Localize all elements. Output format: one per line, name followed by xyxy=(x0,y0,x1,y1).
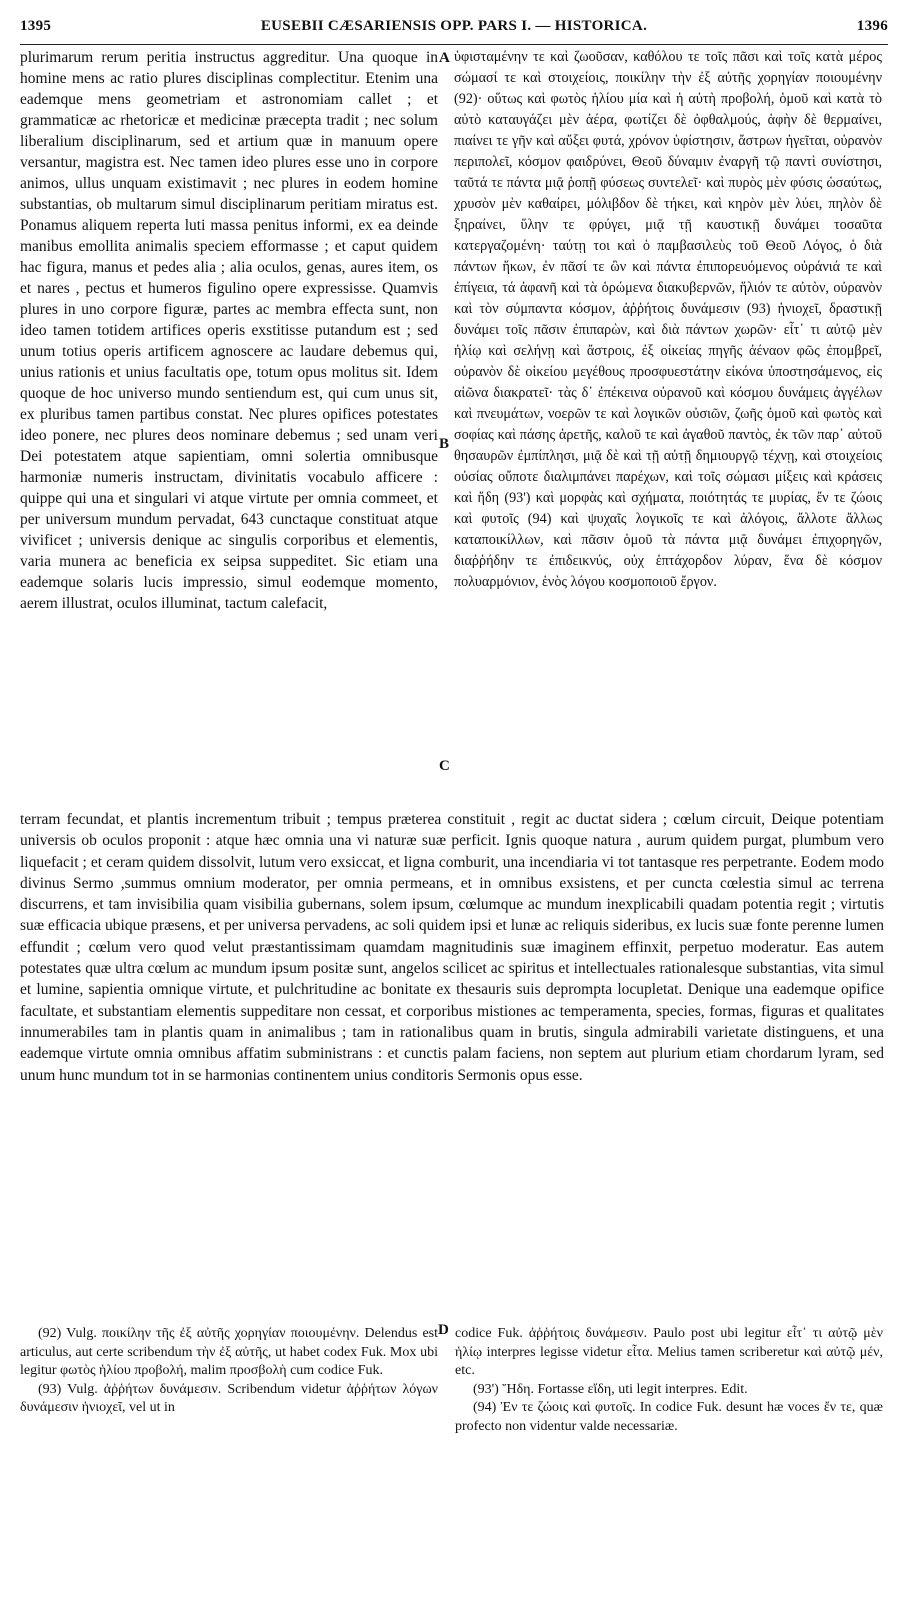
footnote-93: (93) Vulg. ἀῤῥήτων δυνάμεσιν. Scribendum videtur ἀῤῥήτων λόγων δυνάμεσιν ἡνιοχεῖ, vel ut in xyxy=(20,1381,438,1415)
latin-text-top: plurimarum rerum peritia instructus aggreditur. Una quoque in homine mens ac ratio plures disciplinas complectitur. Etenim una eademque mens geometriam et astronomiam callet ; et grammaticæ ac rhetoricæ et medicinæ præcepta tradit ; nec solum liberalium disciplinarum, sed et artium quæ in manuum opere versantur, magistra est. Nec tamen ideo plures esse uno in corpore animos, ullus unquam existimavit ; nec plures in eodem homine substantias, ob multarum simul disciplinarum peritiam miratus est. Ponamus aliquem reperta luti massa penitus informi, ex ea deinde manibus emollita animalis speciem efformasse ; et caput quidem hac figura, manus et pedes alia ; alia oculos, genas, aures item, os et nares , pectus et humeros figulino opere expressisse. Quamvis plures in uno corpore figuræ, partes ac membra effecta sunt, non ideo tamen totidem artifices operis exstitisse putandum est ; sed unum totius operis artificem agnoscere ac laudare debemus qui, unius rationis et unius facultatis ope, totum opus molitus sit. Idem quoque de hoc universo mundo sentiendum est, qui cum unus sit, ex pluribus tamen partibus constat. Nec plures opifices potestates ideo ponere, nec plures deos nominare debemus ; sed unam veri Dei potestatem atque sapientiam, omni solertia omnibusque harmoniæ numeris instructam, divinitatis vocabulo afficere : quippe qui una et singulari vi atque virtute per omnia commeet, et per universum mundum pervadat, 643 cunctaque constituat atque vivificet ; universis denique ac singulis corporibus et elementis, varia munera ac beneficia ex seipsa suppeditet. Sic etiam una eademque solaris lucis impressio, simul eodemque momento, aerem illustrat, oculos illuminat, tactum calefacit, xyxy=(20,49,438,612)
running-title: EUSEBII CÆSARIENSIS OPP. PARS I. — HISTORICA. xyxy=(260,18,648,34)
footnote-93-prime: (93') Ἤδη. Fortasse εἴδη, uti legit interpres. Edit. xyxy=(473,1381,748,1397)
latin-text-bottom: terram fecundat, et plantis incrementum tribuit ; tempus præterea constituit , regit ac ductat sidera ; cœlum circuit, Deique potentiam universis ob oculos proponit : atque hæc omnia una vi naturæ suæ perficit. Ignis quoque natura , aurum quidem purgat, plumbum vero liquefacit ; et ceram quidem dissolvit, lutum vero exsiccat, et ligna comburit, una incendiaria vi tot tantasque res perpetrante. Eodem modo divinus Sermo ,summus omnium moderator, per omnia permeans, et in omnibus exsistens, et per cuncta cœlestia simul ac terrena discurrens, et tam invisibilia quam visibilia gubernans, solem ipsum, cœlumque ac mundum inexplicabili quadam potentia regit ; virtutis suæ efficacia ubique præsens, et per universa pervadens, ac soli quidem ipsi et lunæ ac reliquis sideribus, ex lucis suæ fonte perenne lumen effundit ; cœlum vero quod velut præstantissimam quamdam magnitudinis suæ imaginem effinxit, perpetuo moderatur. Eas autem potestates quæ ultra cœlum ac mundum ipsum positæ sunt, angelos scilicet ac spiritus et intellectuales rationalesque substantias, vita simul et lumine, sapientia omnique virtute, et pulchritudine ac bonitate ex thesauris suis deprompta locupletat. Denique una eademque opifice facultate, et substantiam elementis suppeditare non cessat, et corporibus mistiones ac temperamenta, species, formas, figuras et qualitates innumerabiles tam in plantis quam in animalibus ; tam in rationalibus quam in brutis, singula admirabili varietate distinguens, et una eademque virtute omnia omnibus affatim subministrans : et cunctis palam faciens, non septem aut plurium etiam chordarum lyram, sed unum hunc mundum tot in se harmonias continentem unius conditoris Sermonis opus esse. xyxy=(20,811,884,1084)
page-number-right: 1396 xyxy=(856,18,888,34)
greek-column xyxy=(454,47,882,593)
header-rule xyxy=(20,44,888,45)
margin-marker-d: D xyxy=(438,1322,449,1338)
latin-full-width xyxy=(20,809,884,1086)
page-number-left: 1395 xyxy=(20,18,52,34)
greek-text-top: ὑφισταμένην τε καὶ ζωοῦσαν, καθόλου τε τοῖς πᾶσι καὶ τοῖς κατὰ μέρος σώμασί τε καὶ στοιχείοις, ποικίλην τὴν ἐξ αὐτῆς χορηγίαν ποιουμένην (92)· οὕτως καὶ φωτὸς ἡλίου μία καὶ ἡ αὐτὴ προβολή, ὁμοῦ καὶ κατὰ τὸ αὐτὸ καταυγάζει μὲν ἀέρα, φωτίζει δὲ ὀφθαλμούς, ἁφὴν δὲ θερμαίνει, πιαίνει τε γῆν καὶ αὔξει φυτά, χρόνον ὑφίστησιν, ἄστρων ἡγεῖται, οὐρανὸν περιπολεῖ, κόσμον φαιδρύνει, Θεοῦ δύναμιν ἐναργῆ τῷ παντὶ συνίστησι, ταῦτά τε πάντα μιᾷ ῥοπῇ φύσεως συντελεῖ· καὶ πυρὸς μὲν φύσις ὡσαύτως, χρυσὸν μὲν καθαίρει, μόλιβδον δὲ τήκει, καὶ κηρὸν μὲν λύει, πηλὸν δὲ ξηραίνει, ὕλην τε φρύγει, μιᾷ τῇ καυστικῇ δυνάμει τοσαῦτα κατεργαζομένη· ταύτῃ τοι καὶ ὁ παμβασιλεὺς τοῦ Θεοῦ Λόγος, ὁ διὰ πάντων ἥκων, ἐν πᾶσί τε ὢν καὶ πάντα ἐπιπορευόμενος οὐράνιά τε καὶ ἐπίγεια, τά ἀφανῆ καὶ τὰ ὁρώμενα διακυβερνῶν, ἥλιόν τε αὐτὸν, οὐρανὸν καὶ τὸν σύμπαντα κόσμον, ἀῤῥήτοις δυνάμεσιν (93) ἡνιοχεῖ, δραστικῇ δυνάμει τοῖς πᾶσιν ἐπιπαρὼν, καὶ διὰ πάντων χωρῶν· εἶτ᾽ τι αὐτῷ μὲν ἡλίῳ καὶ σελήνῃ καὶ ἄστροις, ἐξ οἰκείας πηγῆς ἀέναον φῶς ἐπομβρεῖ, οὐρανὸν δὲ οἰκείου μεγέθους προσφυεστάτην εἰκόνα ὑποστησάμενος, εἰς αἰῶνα διακρατεῖ· τὰς δ᾽ ἐπέκεινα οὐρανοῦ καὶ κόσμου δυνάμεις ἀγγέλων καὶ πνευμάτων, νοερῶν τε καὶ λογικῶν οὐσιῶν, ζωῆς ὁμοῦ καὶ φωτὸς καὶ σοφίας καὶ πάσης ἀρετῆς, καλοῦ τε καὶ ἀγαθοῦ παντὸς, ἐκ τῶν παρ᾽ αὐτοῦ θησαυρῶν ἐμπίπλησι, μιᾷ δὲ καὶ τῇ αὐτῇ δημιουργῷ τέχνῃ, καὶ στοιχείοις οὐσίας οὔποτε διαλιμπάνει παρέχων, καὶ τοῖς σώμασι μίξεις καὶ κράσεις καὶ ἤδη (93') καὶ μορφὰς καὶ σχήματα, ποιότητάς τε μυρίας, ἔν τε ζώοις καὶ φυτοῖς (94) καὶ ψυχαῖς λογικοῖς τε καὶ ἀλόγοις, ἄλλοτε ἄλλως καταποικίλλων, καὶ πᾶσιν ὁμοῦ τὰ πάντα μιᾷ δυνάμει ἐπιχορηγῶν, διαῤῥήδην τε ἐπιδεικνύς, οὐχ ἑπτάχορδον λύραν, ἕνα δὲ κόσμον πολυαρμόνιον, ἑνὸς λόγου κοσμοποιοῦ ἔργον. xyxy=(454,49,882,590)
margin-marker-b: B xyxy=(439,436,450,452)
footnotes-right xyxy=(455,1325,883,1436)
margin-marker-c: C xyxy=(439,758,450,774)
footnote-93-continued: codice Fuk. ἀῤῥήτοις δυνάμεσιν. Paulo post ubi legitur εἶτ᾽ τι αὐτῷ μὲν ἡλίῳ interpres legisse videtur εἶτα. Melius tamen scriberetur καὶ αὐτῷ μέν, etc. xyxy=(455,1326,883,1378)
latin-column xyxy=(20,47,438,614)
page-header xyxy=(20,18,888,40)
footnotes-left xyxy=(20,1325,438,1418)
footnote-94: (94) Ἐν τε ζώοις καὶ φυτοῖς. In codice Fuk. desunt hæ voces ἔν τε, quæ profecto non videntur valde necessariæ. xyxy=(455,1400,883,1434)
margin-marker-a: A xyxy=(439,50,450,66)
footnote-92: (92) Vulg. ποικίλην τῆς ἐξ αὐτῆς χορηγίαν ποιουμένην. Delendus est articulus, aut certe scribendum τὴν ἐξ αὐτῆς, ut habet codex Fuk. Mox ubi legitur φωτὸς ἡλίου προβολή, malim προσβολὴ cum codice Fuk. xyxy=(20,1326,438,1378)
